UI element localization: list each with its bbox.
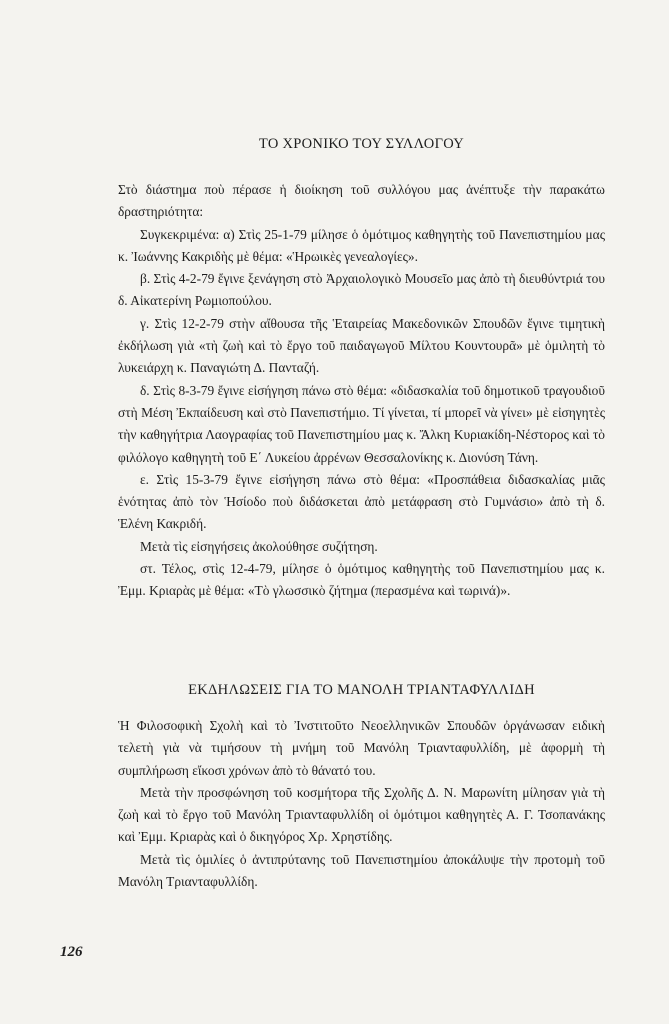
paragraph: γ. Στὶς 12-2-79 στὴν αἴθουσα τῆς Ἑταιρείας Μακεδονικῶν Σπουδῶν ἔγινε τιμητικὴ ἐκδήλωση γιὰ «τὴ ζωὴ καὶ τὸ ἔργο τοῦ παιδαγωγοῦ Μίλτου Κουντουρᾶ» μὲ ὁμιλητὴ τὸ λυκειάρχη κ. Παναγιώτη Δ. Πανταζή. <box>118 315 605 376</box>
paragraph: β. Στὶς 4-2-79 ἔγινε ξενάγηση στὸ Ἀρχαιολογικὸ Μουσεῖο μας ἀπὸ τὴ διευθύντριά του δ. Αἰκατερίνη Ρωμιοπούλου. <box>118 271 605 309</box>
paragraph: Συγκεκριμένα: α) Στὶς 25-1-79 μίλησε ὁ ὁμότιμος καθηγητὴς τοῦ Πανεπιστημίου μας κ. Ἰωάννης Κακριδὴς μὲ θέμα: «Ἡρωικὲς γενεαλογίες». <box>118 226 605 264</box>
page-number: 126 <box>60 944 83 960</box>
paragraph: Μετὰ τὶς εἰσηγήσεις ἀκολούθησε συζήτηση. <box>140 538 378 554</box>
paragraph: ε. Στὶς 15-3-79 ἔγινε εἰσήγηση πάνω στὸ θέμα: «Προσπάθεια διδασκαλίας μιᾶς ἑνότητας ἀπὸ τὸν Ἡσίοδο ποὺ διδάσκεται ἀπὸ μετάφραση στὸ Γυμνάσιο» ἀπὸ τὴ δ. Ἑλένη Κακριδή. <box>118 471 605 532</box>
section-title-chronicle: ΤΟ ΧΡΟΝΙΚΟ ΤΟΥ ΣΥΛΛΟΓΟΥ <box>258 136 465 152</box>
paragraph: στ. Τέλος, στὶς 12-4-79, μίλησε ὁ ὁμότιμος καθηγητὴς τοῦ Πανεπιστημίου μας κ. Ἐμμ. Κριαρὰς μὲ θέμα: «Τὸ γλωσσικὸ ζήτημα (περασμένα καὶ τωρινά)». <box>118 561 605 599</box>
section-body-chronicle <box>118 179 605 603</box>
paragraph: Στὸ διάστημα ποὺ πέρασε ἡ διοίκηση τοῦ συλλόγου μας ἀνέπτυξε τὴν παρακάτω δραστηριότητα: <box>118 182 605 220</box>
section-body-triantafyllidis <box>118 715 605 893</box>
paragraph: Μετὰ τὶς ὁμιλίες ὁ ἀντιπρύτανης τοῦ Πανεπιστημίου ἀποκάλυψε τὴν προτομὴ τοῦ Μανόλη Τριανταφυλλίδη. <box>118 851 605 890</box>
paragraph: Μετὰ τὴν προσφώνηση τοῦ κοσμήτορα τῆς Σχολῆς Δ. Ν. Μαρωνίτη μίλησαν γιὰ τὴ ζωὴ καὶ τὸ ἔργο τοῦ Μανόλη Τριανταφυλλίδη οἱ ὁμότιμοι καθηγητὲς Α. Γ. Τσοπανάκης καὶ Ἐμμ. Κριαρὰς καὶ ὁ δικηγόρος Χρ. Χρηστίδης. <box>118 784 605 845</box>
paragraph: Ἡ Φιλοσοφικὴ Σχολὴ καὶ τὸ Ἰνστιτοῦτο Νεοελληνικῶν Σπουδῶν ὀργάνωσαν ειδικὴ τελετὴ γιὰ νὰ τιμήσουν τὴ μνήμη τοῦ Μανόλη Τριανταφυλλίδη, μὲ ἀφορμὴ τὴ συμπλήρωση εἴκοσι χρόνων ἀπὸ τὸ θάνατό του. <box>118 718 605 778</box>
section-title-triantafyllidis: ΕΚΔΗΛΩΣΕΙΣ ΓΙΑ ΤΟ ΜΑΝΟΛΗ ΤΡΙΑΝΤΑΦΥΛΛΙΔΗ <box>188 682 535 698</box>
paragraph: δ. Στὶς 8-3-79 ἔγινε εἰσήγηση πάνω στὸ θέμα: «διδασκαλία τοῦ δημοτικοῦ τραγουδιοῦ στὴ Μέση Ἐκπαίδευση καὶ στὸ Πανεπιστήμιο. Τί γίνεται, τί μπορεῖ νὰ γίνει» μὲ εἰσηγητὲς τὴν καθηγήτρια Λαογραφίας τοῦ Πανεπιστημίου μας κ. Ἄλκη Κυριακίδη-Νέστορος καὶ τὸ φιλόλογο καθηγητὴ τοῦ Ε΄ Λυκείου ἀρρένων Θεσσαλονίκης κ. Διονύση Τάνη. <box>118 382 605 465</box>
